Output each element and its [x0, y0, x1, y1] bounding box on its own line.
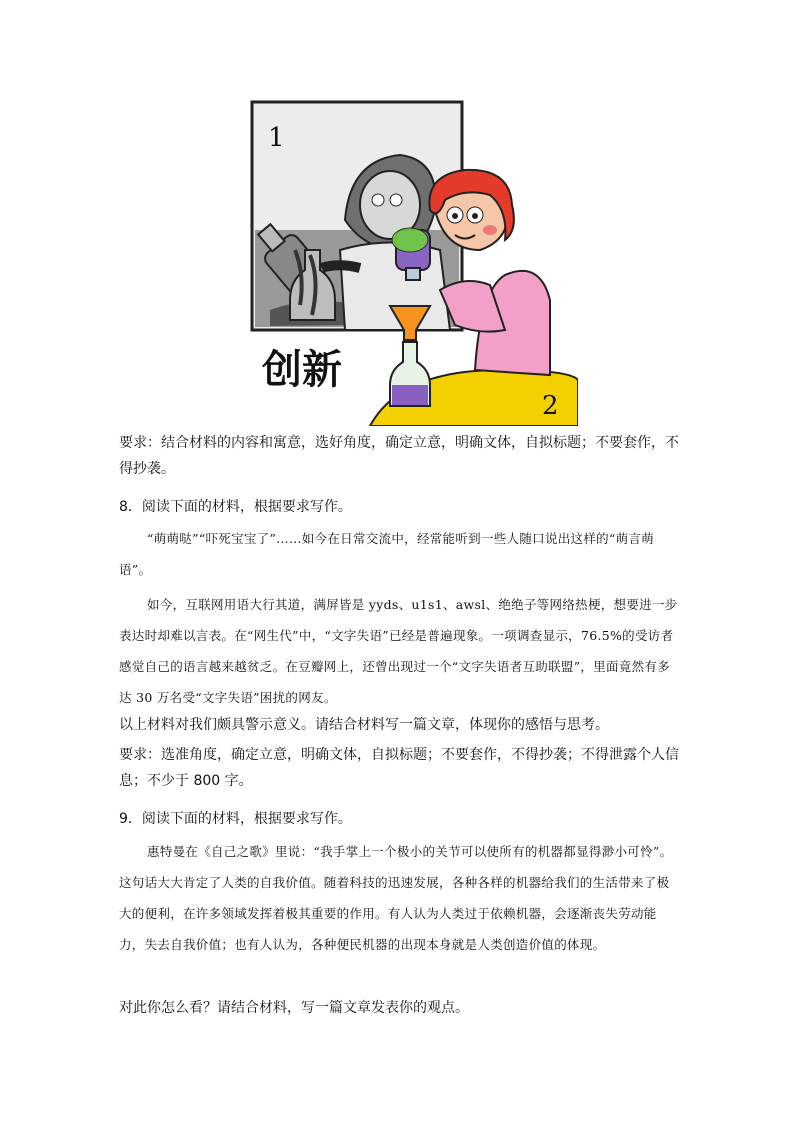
question-8-para-2: 如今，互联网用语大行其道，满屏皆是 yyds、u1s1、awsl、绝绝子等网络热梗，想要进一步表达时却难以言表。在“网生代”中，“文字失语”已经是普遍现象。一项调查显示，76.5%的受访者感觉自己的语言越来越贫乏。在豆瓣网上，还曾出现过一个“文字失语者互助联盟”，里面竟然有多达 30 万名受“文字失语”困扰的网友。: [119, 597, 678, 705]
question-8-task-block: [119, 712, 679, 794]
question-9-task-block: [119, 995, 679, 1021]
question-8: [119, 494, 679, 520]
panel-1: [250, 102, 462, 330]
question-8-requirement: 要求：选准角度，确定立意，明确文体，自拟标题；不要套作，不得抄袭；不得泄露个人信息；不少于 800 字。: [119, 747, 679, 789]
question-9: [119, 806, 679, 832]
panel-1-number: 1: [268, 123, 285, 153]
illustration-caption: 创新: [262, 347, 342, 393]
panel-2-number: 2: [542, 391, 559, 421]
cartoon-illustration: [250, 100, 578, 426]
requirement-7: 要求：结合材料的内容和寓意，选好角度，确定立意，明确文体，自拟标题；不要套作，不得抄袭。: [119, 435, 679, 477]
question-9-task: 对此你怎么看？请结合材料，写一篇文章发表你的观点。: [119, 1000, 469, 1016]
question-8-material-2: [119, 589, 679, 713]
question-8-task: 以上材料对我们颇具警示意义。请结合材料写一篇文章，体现你的感悟与思考。: [119, 717, 609, 733]
question-9-heading: 9．阅读下面的材料，根据要求写作。: [119, 811, 352, 827]
question-9-para-1: 惠特曼在《自己之歌》里说：“我手掌上一个极小的关节可以使所有的机器都显得渺小可怜”。这句话大大肯定了人类的自我价值。随着科技的迅速发展，各种各样的机器给我们的生活带来了极大的便利，在许多领域发挥着极其重要的作用。有人认为人类过于依赖机器，会逐渐丧失劳动能力，失去自我价值；也有人认为，各种便民机器的出现本身就是人类创造价值的体现。: [119, 844, 673, 952]
question-8-material-1: [119, 523, 679, 585]
question-8-heading: 8．阅读下面的材料，根据要求写作。: [119, 499, 352, 515]
question-8-para-1: “萌萌哒”“吓死宝宝了”……如今在日常交流中，经常能听到一些人随口说出这样的“萌言萌语”。: [119, 531, 655, 577]
question-9-material: [119, 836, 679, 960]
requirement-7-block: [119, 430, 679, 482]
